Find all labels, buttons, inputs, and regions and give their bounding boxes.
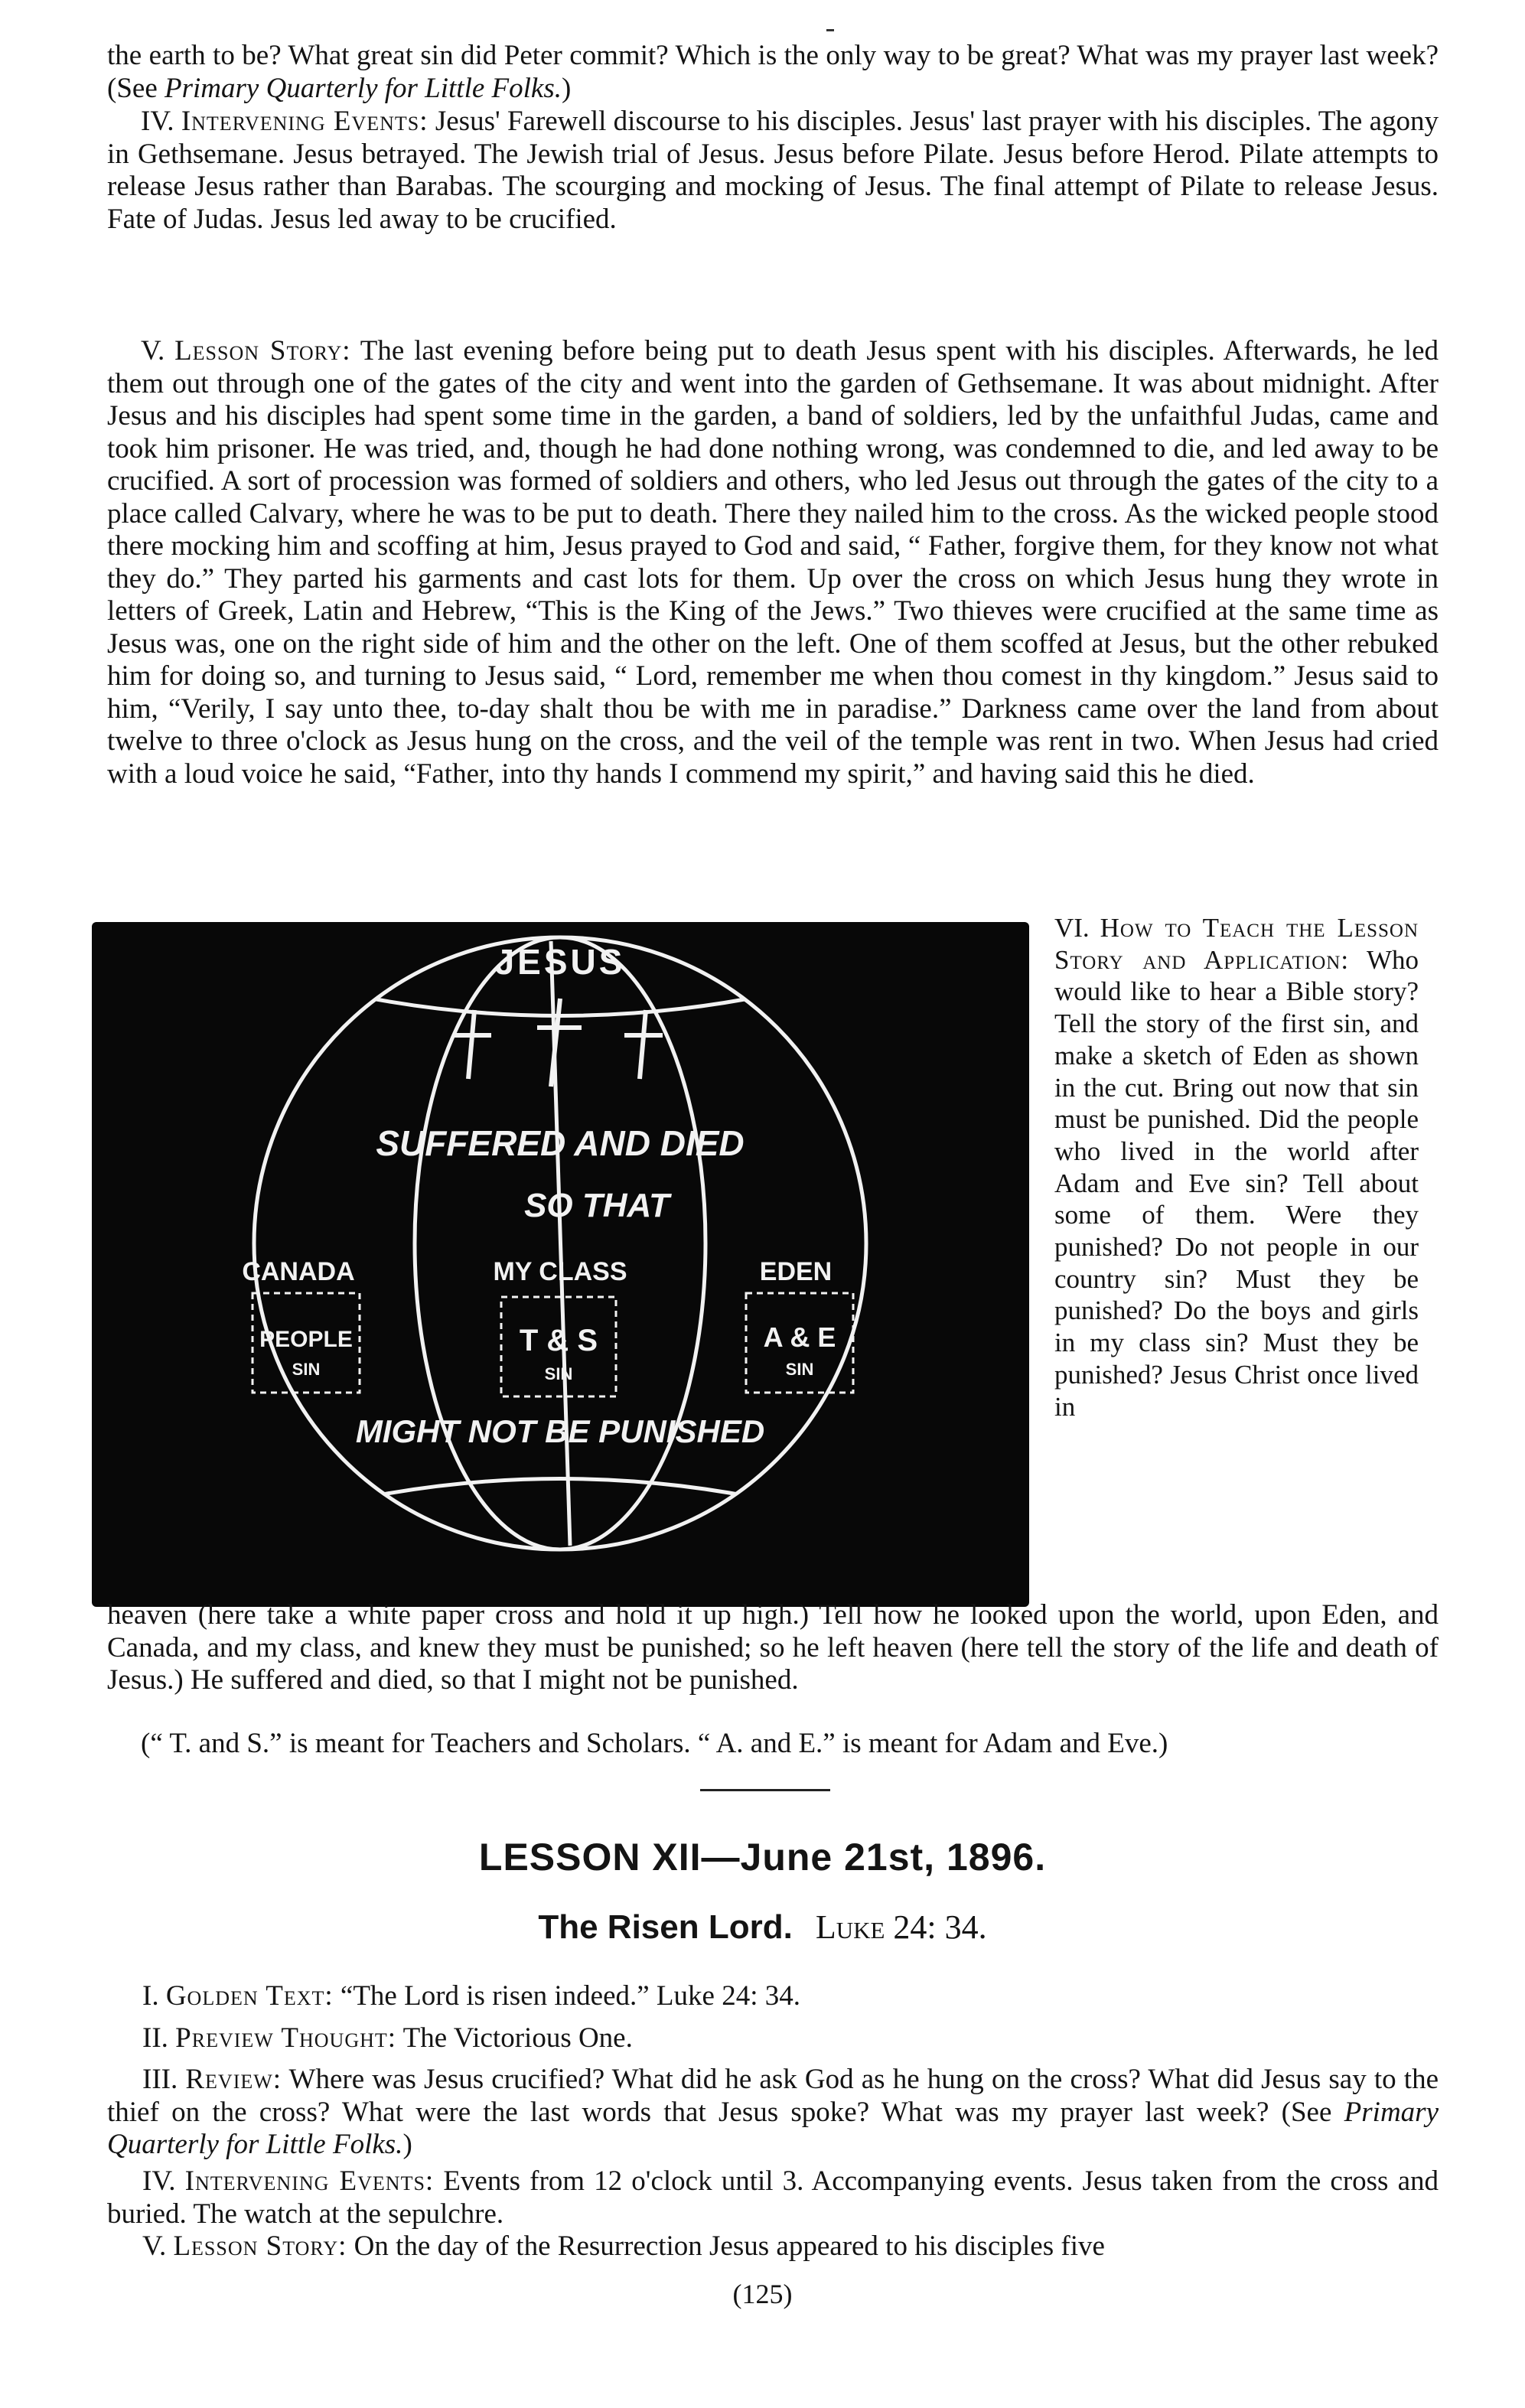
section-divider [700,1789,830,1791]
item-text: The Victorious One. [396,2022,633,2054]
sidebar-how-to-teach [1054,912,1419,1422]
page-number: (125) [732,2279,793,2309]
figure-line-punished: MIGHT NOT BE PUNISHED [355,1413,765,1449]
blackboard-figure [92,922,1029,1607]
figure-sin-right: SIN [785,1360,814,1379]
figure-label-canada: CANADA [242,1257,355,1286]
item-text: “The Lord is risen indeed.” Luke 24: 34. [333,1980,800,2012]
section-number: IV. [141,106,174,137]
item-text: On the day of the Resurrection Jesus appeared to his disciples five [347,2230,1105,2262]
quarterly-reference: Primary Quarterly for Little Folks. [107,2096,1439,2160]
section-label: Intervening Events: [181,106,428,137]
item-number: I. [142,1980,159,2012]
lesson-subtitle [0,1908,1525,1947]
item-number: IV. [142,2165,176,2197]
figure-box-adam-eve: A & E [763,1321,836,1353]
paragraph-text: Jesus' Farewell discourse to his disciples. Jesus' last prayer with his disciples. The agony in Gethsemane. Jesus betrayed. The Jewish trial of Jesus. Jesus before Pilate. Jesus before Herod. Pilate attempts to release Jesus rather than Barabas. The scourging and mocking of Jesus. The final attempt of Pilate to release Jesus. Fate of Judas. Jesus led away to be crucified. [107,106,1439,235]
figure-sin-center: SIN [544,1364,573,1383]
item-lesson-story [107,2230,1439,2263]
item-golden-text [142,1980,1439,2013]
figure-sin-left: SIN [292,1360,321,1379]
paragraph-lesson-story [107,335,1439,790]
paragraph-text: the earth to be? What great sin did Peter commit? Which is the only way to be great? What was my prayer last week? (See [107,40,1439,104]
paragraph-text: Who would like to hear a Bible story? Tell the story of the first sin, and make a sketch of Eden as shown in the cut. Bring out now that sin must be punished. Did the people who lived in the world after Adam and Eve sin? Tell about some of them. Were they punished? Do not people in our country sin? Must they be punished? Do the boys and girls in my class sin? Must they be punished? Jesus Christ once lived in [1054,944,1419,1422]
item-preview-thought [142,2022,1439,2055]
figure-line-so-that: SO THAT [524,1187,670,1224]
paragraph-intervening-events [107,106,1439,236]
paragraph-application-end [107,1599,1439,1697]
section-number: VI. [1054,913,1090,943]
globe-axis [551,941,570,1546]
lesson-subtitle-text: The Risen Lord. [538,1908,793,1946]
globe-illustration [92,922,1029,1607]
item-text: Events from 12 o'clock until 3. Accompanying events. Jesus taken from the cross and buried. The watch at the sepulchre. [107,2165,1439,2230]
paragraph-text: heaven (here take a white paper cross and hold it up high.) Tell how he looked upon the world, upon Eden, and Canada, and my class, and knew they must be punished; so he left heaven (here tell the story of the life and death of Jesus.) He suffered and died, so that I might not be punished. [107,1599,1439,1696]
item-number: III. [142,2064,178,2095]
paragraph-abbreviation-note [107,1728,1439,1761]
lesson-title: LESSON XII—June 21st, 1896. [478,1836,1047,1879]
margin-mark [826,29,834,31]
figure-label-eden: EDEN [759,1257,833,1286]
paragraph-text-tail: ) [562,72,572,104]
item-text: Where was Jesus crucified? What did he ask God as he hung on the cross? What did Jesus say to the thief on the cross? What were the last words that Jesus spoke? What was my prayer last week? (See [107,2064,1439,2128]
figure-box-teachers-scholars: T & S [519,1324,598,1357]
item-number: II. [142,2022,168,2054]
item-number: V. [142,2230,167,2262]
item-label: Golden Text: [165,1980,334,2012]
section-label: How to Teach the Lesson Story and Application: [1054,913,1419,975]
paragraph-text: The last evening before being put to death Jesus spent with his disciples. Afterwards, he led them out through one of the gates of the city and went into the garden of Gethsemane. It was about midnight. After Jesus and his disciples had spent some time in the garden, a band of soldiers, led by the unfaithful Judas, came and took him prisoner. He was tried, and, though he had done nothing wrong, was condemned to die, and led away to be crucified. A sort of procession was formed of soldiers and others, who led Jesus out through the gates of the city to a place called Calvary, where he was to be put to death. There they nailed him to the cross. As the wicked people stood there mocking him and scoffing at him, Jesus prayed to God and said, “ Father, forgive them, for they know not what they do.” They parted his garments and cast lots for them. Up over the cross on which Jesus hung they wrote in letters of Greek, Latin and Hebrew, “This is the King of the Jews.” Two thieves were crucified at the same time as Jesus was, one on the right side of him and the other on the left. One of them scoffed at Jesus, but the other rebuked him for doing so, and turning to Jesus said, “ Lord, remember me when thou comest in thy kingdom.” Jesus said to him, “Verily, I say unto thee, to-day shalt thou be with me in paradise.” Darkness came over the land from about twelve to three o'clock as Jesus hung on the cross, and the veil of the temple was rent in two. When Jesus had cried with a loud voice he said, “Father, into thy hands I commend my spirit,” and having said this he died. [107,335,1439,790]
figure-box-people: PEOPLE [259,1327,353,1352]
quarterly-reference: Primary Quarterly for Little Folks. [165,72,562,104]
figure-top-label: JESUS [494,942,626,982]
globe-bottom-band [337,1479,784,1504]
figure-line-suffered: SUFFERED AND DIED [376,1123,745,1163]
figure-label-my-class: MY CLASS [493,1257,627,1286]
section-number: V. [141,335,165,367]
item-intervening-events [107,2165,1439,2230]
item-text-tail: ) [402,2129,412,2160]
item-label: Preview Thought: [175,2022,397,2054]
item-label: Intervening Events: [184,2165,435,2197]
lesson-scripture-reference: Luke 24: 34. [815,1908,987,1946]
section-label: Lesson Story: [174,335,351,367]
item-label: Review: [185,2064,282,2095]
item-review [107,2064,1439,2162]
paragraph-review-end [107,40,1439,105]
paragraph-text: (“ T. and S.” is meant for Teachers and Scholars. “ A. and E.” is meant for Adam and Eve.) [141,1728,1168,1759]
item-label: Lesson Story: [173,2230,347,2262]
